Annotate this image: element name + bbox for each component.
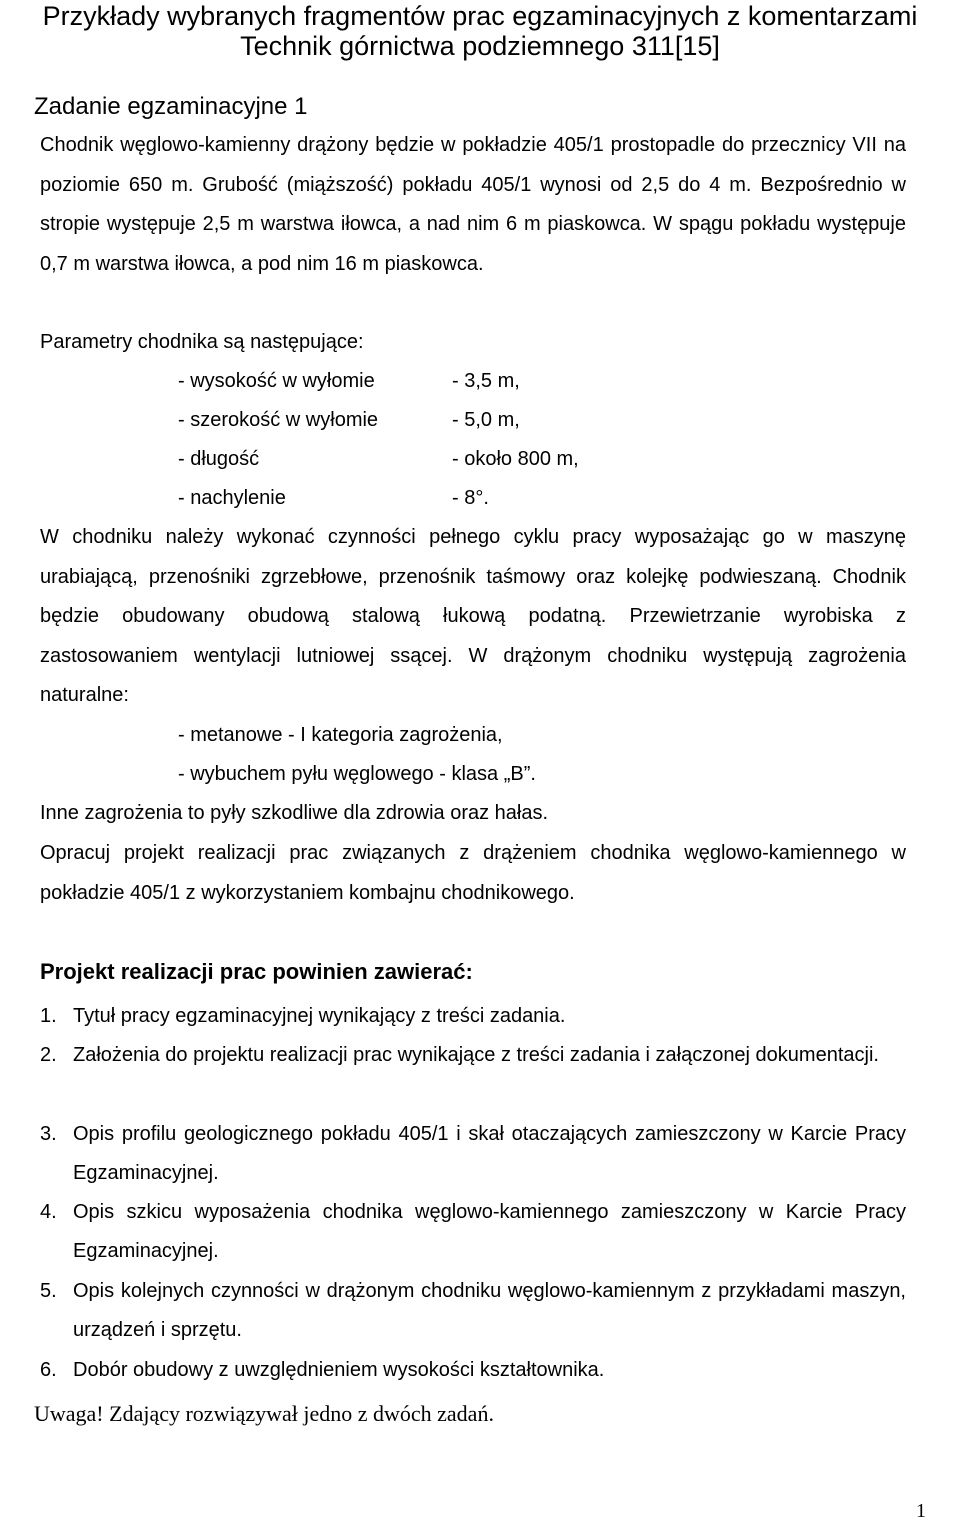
list-item-text: Opis szkicu wyposażenia chodnika węglowo-kamiennego zamieszczony w Karcie Pracy Egzaminacyjnej. bbox=[73, 1201, 906, 1262]
list-item bbox=[40, 997, 906, 1036]
list-item-number: 6. bbox=[40, 1359, 57, 1381]
params-heading: Parametry chodnika są następujące: bbox=[40, 331, 364, 353]
param-name: - wysokość w wyłomie bbox=[178, 370, 375, 392]
param-name: - nachylenie bbox=[178, 487, 286, 509]
work-paragraph: W chodniku należy wykonać czynności pełnego cyklu pracy wyposażając go w maszynę urabiającą, przenośniki zgrzebłowe, przenośnik taśmowy oraz kolejkę podwieszaną. Chodnik będzie obudowany obudową stalową łukową podatną. Przewietrzanie wyrobiska z zastosowaniem wentylacji lutniowej ssącej. W drążonym chodniku występują zagrożenia naturalne: bbox=[40, 526, 906, 706]
list-item-text: Opis kolejnych czynności w drążonym chodniku węglowo-kamiennym z przykładami maszyn, urządzeń i sprzętu. bbox=[73, 1280, 906, 1341]
list-item bbox=[40, 1193, 906, 1271]
param-name: - długość bbox=[178, 448, 260, 470]
document-title: Przykłady wybranych fragmentów prac egzaminacyjnych z komentarzami bbox=[42, 1, 918, 31]
document-subtitle: Technik górnictwa podziemnego 311[15] bbox=[240, 31, 720, 61]
list-item-number: 1. bbox=[40, 1005, 57, 1027]
list-item-number: 2. bbox=[40, 1044, 57, 1066]
list-item bbox=[40, 1115, 906, 1193]
page-number: 1 bbox=[916, 1500, 926, 1522]
list-item bbox=[40, 1272, 906, 1350]
list-item bbox=[40, 1351, 906, 1390]
list-item-number: 3. bbox=[40, 1123, 57, 1145]
note-text: Uwaga! Zdający rozwiązywał jedno z dwóch zadań. bbox=[34, 1401, 494, 1426]
task-heading: Zadanie egzaminacyjne 1 bbox=[34, 93, 308, 120]
task-intro-paragraph: Chodnik węglowo-kamienny drążony będzie w pokładzie 405/1 prostopadle do przecznicy VII na poziomie 650 m. Grubość (miąższość) pokładu 405/1 wynosi od 2,5 do 4 m. Bezpośrednio w stropie występuje 2,5 m warstwa iłowca, a nad nim 6 m piaskowca. W spągu pokładu występuje 0,7 m warstwa iłowca, a pod nim 16 m piaskowca. bbox=[40, 134, 906, 275]
list-item-text: Tytuł pracy egzaminacyjnej wynikający z treści zadania. bbox=[73, 1005, 566, 1027]
list-item-text: Opis profilu geologicznego pokładu 405/1 i skał otaczających zamieszczony w Karcie Pracy Egzaminacyjnej. bbox=[73, 1123, 906, 1184]
hazard-item: - metanowe - I kategoria zagrożenia, bbox=[178, 724, 503, 746]
param-value: - 8°. bbox=[452, 487, 489, 509]
list-item-text: Dobór obudowy z uwzględnieniem wysokości kształtownika. bbox=[73, 1359, 605, 1381]
param-value: - około 800 m, bbox=[452, 448, 579, 470]
list-item-text: Założenia do projektu realizacji prac wynikające z treści zadania i załączonej dokumentacji. bbox=[73, 1044, 879, 1066]
list-item bbox=[40, 1036, 906, 1075]
hazard-item: - wybuchem pyłu węglowego - klasa „B”. bbox=[178, 763, 536, 785]
param-value: - 5,0 m, bbox=[452, 409, 520, 431]
param-value: - 3,5 m, bbox=[452, 370, 520, 392]
task-instruction: Opracuj projekt realizacji prac związanych z drążeniem chodnika węglowo-kamiennego w pokładzie 405/1 z wykorzystaniem kombajnu chodnikowego. bbox=[40, 842, 906, 904]
list-item-number: 4. bbox=[40, 1201, 57, 1223]
other-hazards: Inne zagrożenia to pyły szkodliwe dla zdrowia oraz hałas. bbox=[40, 802, 549, 824]
list-item-number: 5. bbox=[40, 1280, 57, 1302]
project-heading: Projekt realizacji prac powinien zawierać: bbox=[40, 959, 473, 984]
param-name: - szerokość w wyłomie bbox=[178, 409, 379, 431]
